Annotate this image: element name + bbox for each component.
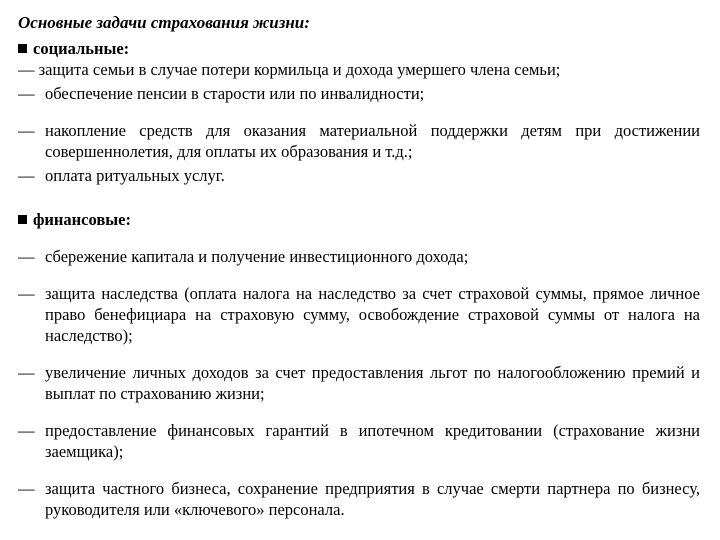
- dash-icon: —: [18, 479, 35, 498]
- list-item-text: оплата ритуальных услуг.: [45, 166, 225, 185]
- dash-icon: —: [18, 421, 35, 440]
- list-item: [18, 283, 700, 346]
- dash-icon: —: [18, 247, 35, 266]
- list-item-text: накопление средств для оказания материальной поддержки детям при достижении совершеннолетия, для оплаты их образования и т.д.;: [45, 121, 700, 161]
- dash-icon: —: [18, 60, 35, 79]
- list-item: [18, 478, 700, 520]
- list-item-text: сбережение капитала и получение инвестиционного дохода;: [45, 247, 469, 266]
- list-item: [18, 165, 700, 186]
- section-social-heading: [18, 38, 700, 59]
- list-item-text: обеспечение пенсии в старости или по инвалидности;: [45, 84, 425, 103]
- dash-icon: —: [18, 84, 35, 103]
- list-item: [18, 362, 700, 404]
- dash-icon: —: [18, 121, 35, 140]
- slide-content: [18, 12, 700, 520]
- section-label: социальные:: [33, 39, 130, 58]
- list-item-text: защита наследства (оплата налога на наследство за счет страховой суммы, прямое личное право бенефициара на страховую сумму, освобождение страховой суммы от налога на наследство);: [45, 284, 700, 345]
- page-title: Основные задачи страхования жизни:: [18, 13, 310, 32]
- dash-icon: —: [18, 166, 35, 185]
- list-item: [18, 246, 700, 267]
- list-item: [18, 420, 700, 462]
- dash-icon: —: [18, 363, 35, 382]
- bullet-square-icon: [18, 44, 27, 53]
- dash-icon: —: [18, 284, 35, 303]
- section-label: финансовые:: [33, 210, 131, 229]
- list-item: [18, 120, 700, 162]
- section-financial-heading: [18, 209, 700, 230]
- list-item-text: увеличение личных доходов за счет предоставления льгот по налогообложению премий и выплат по страхованию жизни;: [45, 363, 700, 403]
- list-item: [18, 59, 700, 80]
- list-item-text: защита семьи в случае потери кормильца и дохода умершего члена семьи;: [38, 60, 561, 79]
- list-item-text: предоставление финансовых гарантий в ипотечном кредитовании (страхование жизни заемщика);: [45, 421, 700, 461]
- list-item: [18, 83, 700, 104]
- bullet-square-icon: [18, 215, 27, 224]
- list-item-text: защита частного бизнеса, сохранение предприятия в случае смерти партнера по бизнесу, руководителя или «ключевого» персонала.: [45, 479, 700, 519]
